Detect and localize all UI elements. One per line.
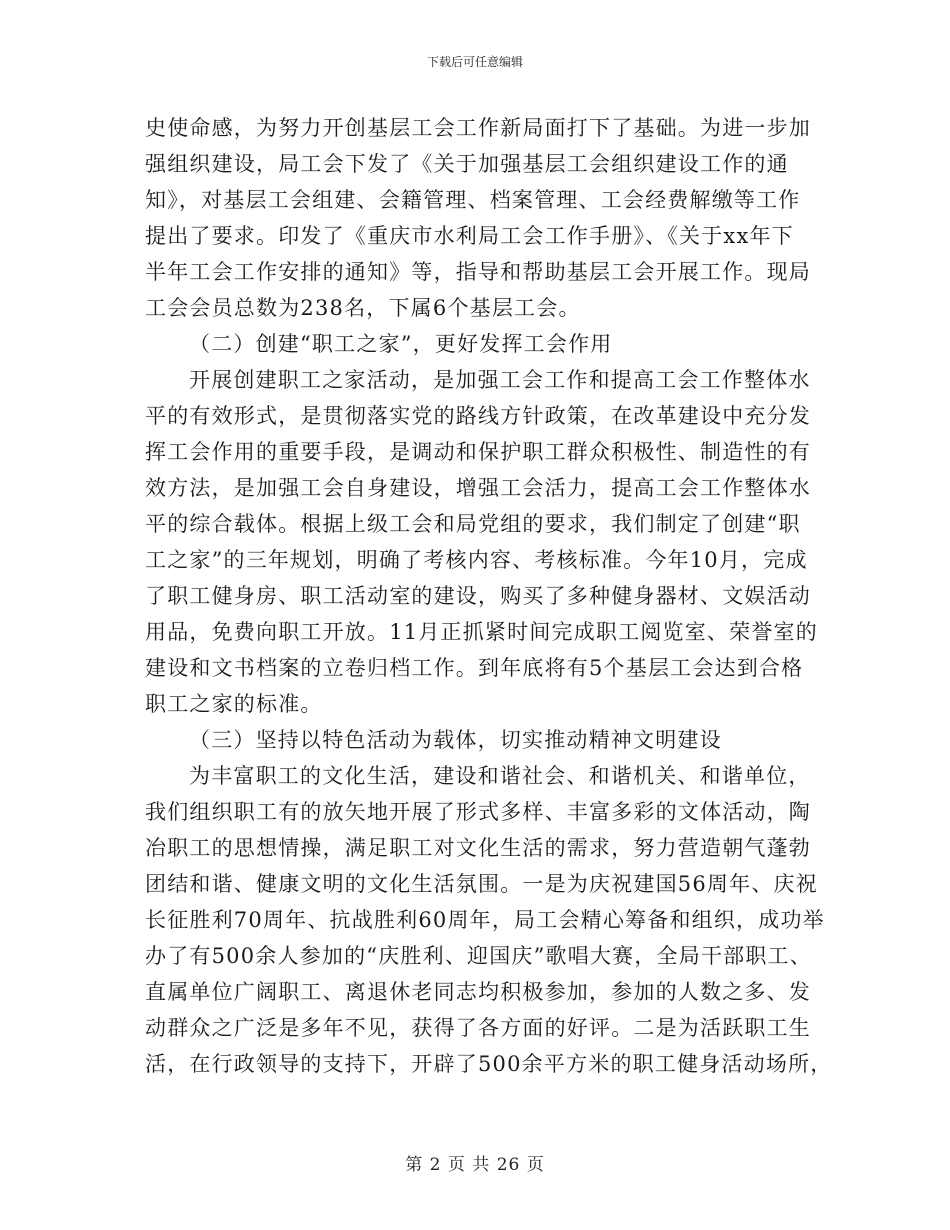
- body-line: 了职工健身房、职工活动室的建设，购买了多种健身器材、文娱活动: [145, 584, 811, 608]
- body-line: 直属单位广阔职工、离退休老同志均积极参加，参加的人数之多、发: [145, 980, 811, 1004]
- body-line: 工之家”的三年规划，明确了考核内容、考核标准。今年10月，完成: [145, 548, 808, 572]
- document-body: [145, 110, 833, 1082]
- body-line: 冶职工的思想情操，满足职工对文化生活的需求，努力营造朝气蓬勃: [145, 836, 811, 860]
- body-line: 动群众之广泛是多年不见，获得了各方面的好评。二是为活跃职工生: [145, 1016, 811, 1040]
- body-line: 提出了要求。印发了《重庆市水利局工会工作手册》、《关于xx年下: [145, 224, 794, 248]
- body-line: 为丰富职工的文化生活，建设和谐社会、和谐机关、和谐单位，: [189, 764, 811, 788]
- body-line: 职工之家的标准。: [145, 692, 323, 716]
- body-line: 开展创建职工之家活动，是加强工会工作和提高工会工作整体水: [189, 368, 811, 392]
- body-line: 团结和谐、健康文明的文化生活氛围。一是为庆祝建国56周年、庆祝: [145, 872, 818, 896]
- body-line: 用品，免费向职工开放。11月正抓紧时间完成职工阅览室、荣誉室的: [145, 620, 818, 644]
- body-line: 挥工会作用的重要手段，是调动和保护职工群众积极性、制造性的有: [145, 440, 811, 464]
- body-line: 建设和文书档案的立卷归档工作。到年底将有5个基层工会达到合格: [145, 656, 804, 680]
- page-number: 第 2 页 共 26 页: [405, 1155, 545, 1175]
- section-heading: （三）坚持以特色活动为载体，切实推动精神文明建设: [189, 728, 722, 752]
- body-line: 强组织建设，局工会下发了《关于加强基层工会组织建设工作的通: [145, 152, 789, 176]
- body-line: 平的有效形式，是贯彻落实党的路线方针政策，在改革建设中充分发: [145, 404, 811, 428]
- body-line: 史使命感，为努力开创基层工会工作新局面打下了基础。为进一步加: [145, 116, 811, 140]
- page-header-note: 下载后可任意编辑: [426, 55, 523, 69]
- body-line: 工会会员总数为238名，下属6个基层工会。: [145, 296, 581, 320]
- body-line: 知》，对基层工会组建、会籍管理、档案管理、工会经费解缴等工作: [145, 188, 801, 212]
- body-line: 办了有500余人参加的“庆胜利、迎国庆”歌唱大赛，全局干部职工、: [145, 944, 812, 968]
- body-line: 平的综合载体。根据上级工会和局党组的要求，我们制定了创建“职: [145, 512, 801, 536]
- body-line: 半年工会工作安排的通知》等，指导和帮助基层工会开展工作。现局: [145, 260, 811, 284]
- section-heading: （二）创建“职工之家”，更好发挥工会作用: [189, 332, 613, 356]
- body-line: 效方法，是加强工会自身建设，增强工会活力，提高工会工作整体水: [145, 476, 811, 500]
- body-line: 活，在行政领导的支持下，开辟了500余平方米的职工健身活动场所，: [145, 1052, 833, 1076]
- body-line: 我们组织职工有的放矢地开展了形式多样、丰富多彩的文体活动，陶: [145, 800, 811, 824]
- body-line: 长征胜利70周年、抗战胜利60周年，局工会精心筹备和组织，成功举: [145, 908, 825, 932]
